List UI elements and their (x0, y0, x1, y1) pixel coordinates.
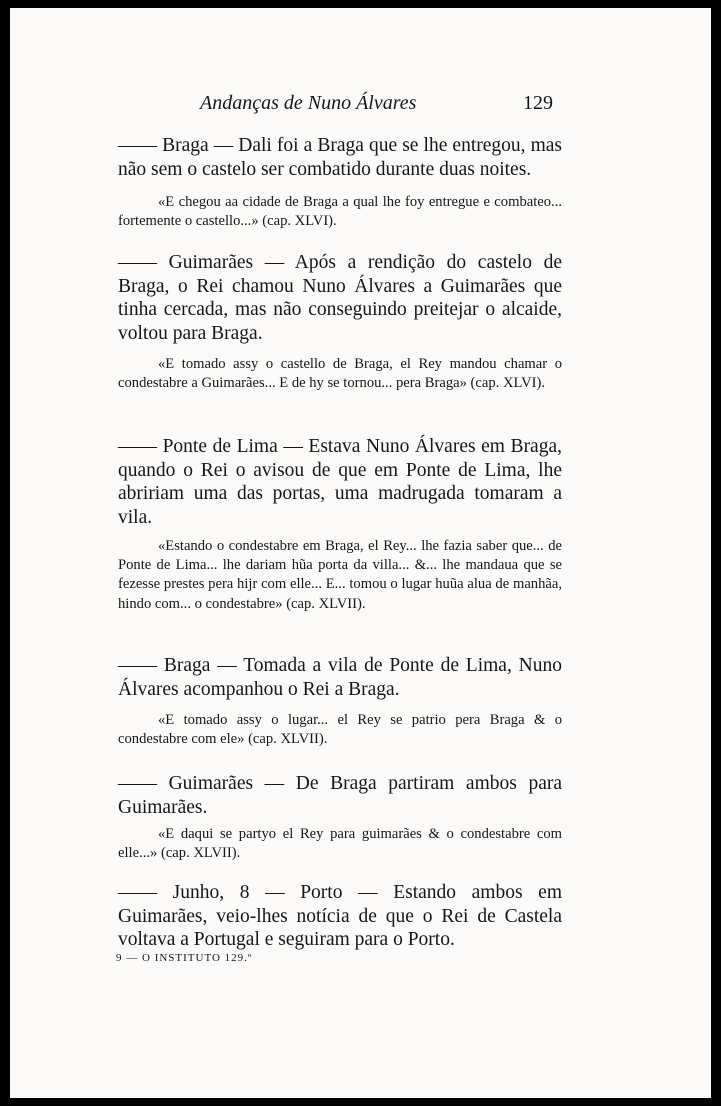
itinerary-entry (118, 654, 562, 701)
page-header (10, 92, 711, 120)
entry-text: —— Braga — Dali foi a Braga que se lhe entregou, mas não sem o castelo ser combatido durante duas noites. (118, 135, 562, 180)
page-number: 129 (523, 92, 553, 114)
entry-text: —— Junho, 8 — Porto — Estando ambos em Guimarães, veio-lhes notícia de que o Rei de Castela voltava a Portugal e seguiram para o Porto. (118, 882, 562, 950)
itinerary-entry (118, 251, 562, 345)
entry-text: —— Guimarães — Após a rendição do castelo de Braga, o Rei chamou Nuno Álvares a Guimarães que tinha cercada, mas não conseguindo preitejar o alcaide, voltou para Braga. (118, 252, 562, 344)
citation-quote: «E daqui se partyo el Rey para guimarães & o condestabre com elle...» (cap. XLVII). (118, 826, 562, 862)
entry-text: —— Guimarães — De Braga partiram ambos para Guimarães. (118, 773, 562, 818)
running-title: Andanças de Nuno Álvares (200, 92, 417, 114)
entry-text: —— Ponte de Lima — Estava Nuno Álvares em Braga, quando o Rei o avisou de que em Ponte de Lima, lhe abririam uma das portas, uma madrugada tomaram a vila. (118, 436, 562, 528)
itinerary-entry (118, 435, 562, 529)
entry-text: —— Braga — Tomada a vila de Ponte de Lima, Nuno Álvares acompanhou o Rei a Braga. (118, 655, 562, 700)
printer-signature: 9 — O INSTITUTO 129.º (116, 952, 253, 964)
book-page (10, 8, 711, 1098)
itinerary-entry (118, 134, 562, 181)
citation-quote: «E tomado assy o castello de Braga, el Rey mandou chamar o condestabre a Guimarães... E de hy se tornou... pera Braga» (cap. XLVI). (118, 356, 562, 392)
citation-quote: «E tomado assy o lugar... el Rey se patrio pera Braga & o condestabre com ele» (cap. XLVII). (118, 712, 562, 748)
itinerary-entry (118, 772, 562, 819)
itinerary-entry (118, 881, 562, 952)
citation-quote: «Estando o condestabre em Braga, el Rey... lhe fazia saber que... de Ponte de Lima... lhe dariam hũa porta da villa... &... lhe mandaua que se fezesse prestes pera hijr com elle... E... tomou o lugar huũa alua de manhãa, hindo com... o condestabre» (cap. XLVII). (118, 538, 562, 612)
citation-quote: «E chegou aa cidade de Braga a qual lhe foy entregue e combateo... fortemente o castello...» (cap. XLVI). (118, 194, 562, 230)
